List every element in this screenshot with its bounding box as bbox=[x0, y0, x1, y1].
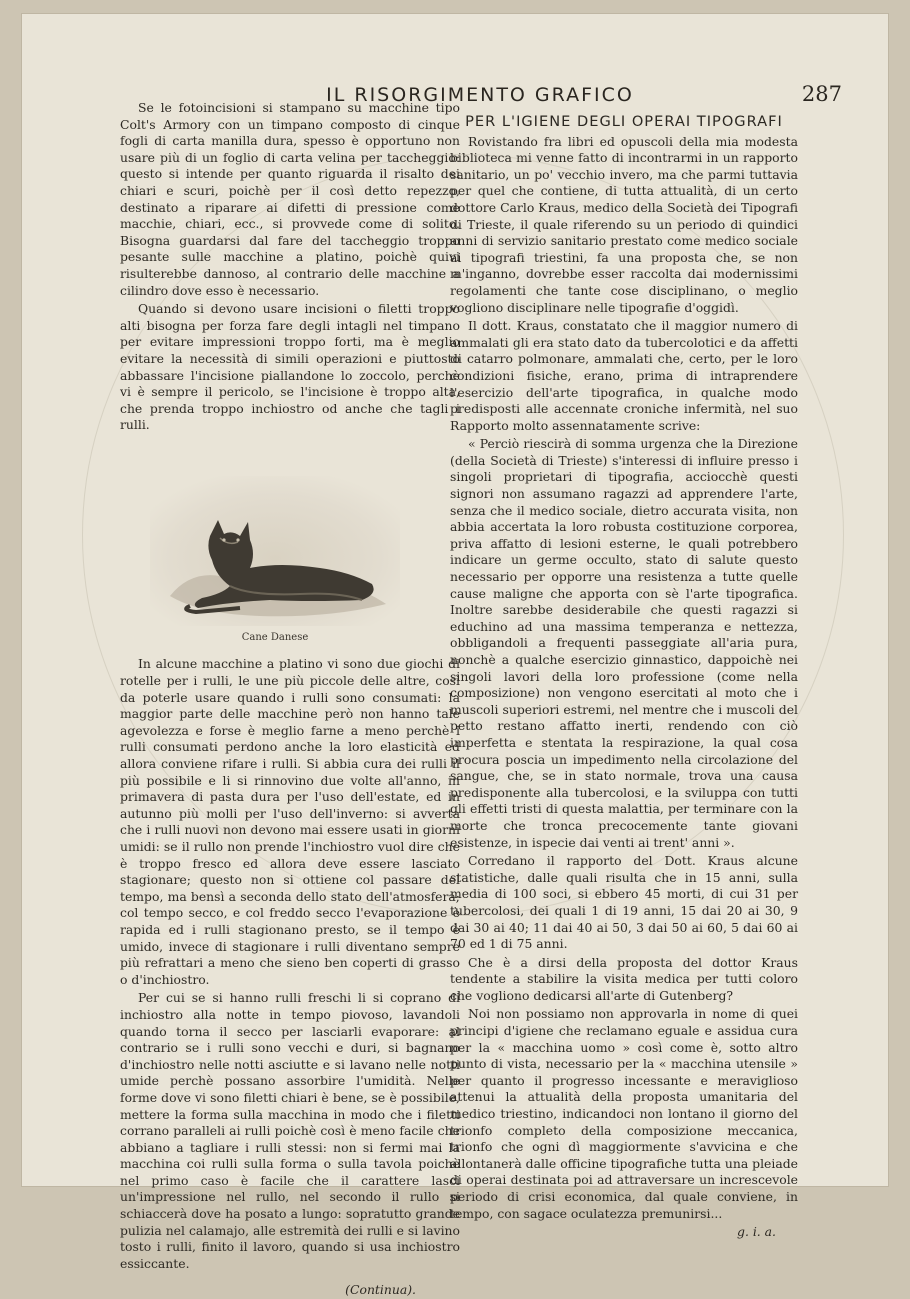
continued-note: (Continua). bbox=[345, 1282, 416, 1298]
figure bbox=[150, 476, 400, 647]
right-column bbox=[450, 114, 798, 1241]
paragraph: In alcune macchine a platino vi sono due giochi di rotelle per i rulli, le une più piccole delle altre, così da poterle usare quando i rulli sono consumati: la maggior parte delle macchine però non hanno tale agevolezza e forse è meglio farne a meno perchè i rulli consumati perdono anche la loro elasticità ed allora conviene rifare i rulli. Si abbia cura dei rulli il più possibile e li si rinnovino due volte all'anno, in primavera di pasta dura per l'uso dell'estate, ed in autunno più molli per l'uso dell'inverno: si avverta che i rulli nuovi non devono mai essere usati in giorni umidi: se il rullo non prende l'inchiostro vuol dire che è troppo fresco ed allora deve essere lasciato stagionare; questo non si ottiene col passare del tempo, ma bensì a seconda dello stato dell'atmosfera; col tempo secco, e col freddo secco l'evaporazione è rapida ed i rulli stagionano presto, se il tempo è umido, invece di stagionare i rulli diventano sempre più refrattari a meno che sieno ben coperti di grasso o d'inchiostro. bbox=[120, 656, 460, 987]
article-title: PER L'IGIENE DEGLI OPERAI TIPOGRAFI bbox=[465, 113, 783, 130]
paragraph: Se le fotoincisioni si stampano su macchine tipo Colt's Armory con un timpano composto di cinque fogli di carta manilla dura, spesso è opportuno non usare più di un foglio di carta velina per taccheggio: questo si intende per quanto riguarda il risalto dei chiari e scuri, poichè per il così detto repezzo, destinato a riparare ai difetti di pressione come macchie, chiari, ecc., si provvede come di solito. Bisogna guardarsi dal fare del taccheggio troppo pesante sulle macchine a platino, poichè quivi risulterebbe dannoso, al contrario delle macchine a cilindro dove esso è necessario. bbox=[120, 100, 460, 298]
author-signature: g. i. a. bbox=[737, 1224, 776, 1240]
left-column bbox=[120, 100, 460, 1299]
page-number: 287 bbox=[801, 82, 842, 106]
paragraph: Quando si devono usare incisioni o filetti troppo alti bisogna per forza fare degli intagli nel timpano per evitare impressioni troppo forti, ma è meglio evitare la necessità di simili operazioni e piuttosto abbassare l'incisione piallandone lo zoccolo, perchè vi è sempre il pericolo, se l'incisione è troppo alta, che prenda troppo inchiostro od anche che tagli i rulli. bbox=[120, 301, 460, 433]
paragraph: « Perciò riescirà di somma urgenza che la Direzione (della Società di Trieste) s'interessi di influire presso i singoli proprietari di tipografia, acciocchè questi signori non assumano ragazzi ad apprendere l'arte, senza che il medico sociale, dietro accurata visita, non abbia accertata la loro robusta costituzione corporea, priva affatto di lesioni esterne, le quali potrebbero indicare un germe occulto, stato di salute questo necessario per opporre una resistenza a tutte quelle cause maligne che apporta con sè l'arte tipografica. Inoltre sarebbe desiderabile che questi ragazzi si educhino ad una massima temperanza e nettezza, obbligandoli a frequenti passeggiate all'aria pura, nonchè a qualche esercizio ginnastico, dappoichè nei singoli lavori della loro professione (come nella composizione) non vengono esercitati al moto che i muscoli superiori estremi, nel mentre che i muscoli del petto restano affatto inerti, rendendo con ciò imperfetta e stentata la respirazione, la qual cosa procura poscia un impedimento nella circolazione del sangue, che, se in stato normale, trova una causa predisponente alla tubercolosi, e la sviluppa con tutti gli effetti tristi di questa malattia, per terminare con la morte che tronca precocemente tante giovani esistenze, in ispecie dai venti ai trent' anni ». bbox=[450, 436, 798, 850]
paragraph: Che è a dirsi della proposta del dottor Kraus tendente a stabilire la visita medica per tutti coloro che vogliono dedicarsi all'arte di Gutenberg? bbox=[450, 954, 798, 1003]
paragraph: Noi non possiamo non approvarla in nome di quei principi d'igiene che reclamano eguale e assidua cura per la « macchina uomo » così come è, sotto altro punto di vista, necessario per la « macchina utensile » per quanto il progresso incessante e meraviglioso attenui la attualità della proposta umanitaria del medico triestino, indicandoci non lontano il giorno del trionfo completo della composizione meccanica, trionfo che ogni dì maggiormente s'avvicina e che allontanerà dalle officine tipografiche tutta una pleiade di operai destinata poi ad attraversare un increscevole periodo di crisi economica, dal quale conviene, in tempo, con sagace oculatezza premunirsi... bbox=[450, 1006, 798, 1221]
paragraph: Per cui se si hanno rulli freschi li si coprano di inchiostro alla notte in tempo piovoso, lavandoli quando torna il secco per lasciarli evaporare: al contrario se i rulli sono vecchi e duri, si bagnano d'inchiostro nelle notti asciutte e si lavano nelle notti umide perchè possano assorbire l'umidità. Nelle forme dove vi sono filetti chiari è bene, se è possibile, mettere la forma sulla macchina in modo che i filetti corrano paralleli ai rulli poichè così è meno facile che abbiano a tagliare i rulli stessi: non si fermi mai la macchina coi rulli sulla forma o sulla tavola poichè nel primo caso è facile che il carattere lasci un'impressione nel rullo, nel secondo il rullo si schiaccerà dove ha posato a lungo: sopratutto grande pulizia nel calamajo, alle estremità dei rulli e si lavino tosto i rulli, finito il lavoro, quando si usa inchiostro essiccante. bbox=[120, 990, 460, 1271]
great-dane-illustration bbox=[150, 476, 400, 626]
paragraph: Il dott. Kraus, constatato che il maggior numero di ammalati gli era stato dato da tubercolotici e da affetti di catarro polmonare, ammalati che, certo, per le loro condizioni fisiche, erano, prima di intraprendere l'esercizio dell'arte tipografica, in qualche modo predisposti alle accennate croniche infermità, nel suo Rapporto molto assennatamente scrive: bbox=[450, 318, 798, 433]
figure-caption: Cane Danese bbox=[241, 631, 309, 643]
running-title: IL RISORGIMENTO GRAFICO bbox=[326, 84, 634, 106]
paragraph: Rovistando fra libri ed opuscoli della mia modesta biblioteca mi venne fatto di incontrarmi in un rapporto sanitario, un po' vecchio invero, ma che parmi tuttavia per quel che contiene, di tutta attualità, di un certo dottore Carlo Kraus, medico della Società dei Tipografi di Trieste, il quale riferendo su un periodo di quindici anni di servizio sanitario prestato come medico sociale ai tipografi triestini, fa una proposta che, se non m'inganno, dovrebbe esser raccolta dai modernissimi regolamenti che tante cose disciplinano, o meglio vogliono disciplinare nelle tipografie d'oggidì. bbox=[450, 133, 798, 315]
paragraph: Corredano il rapporto del Dott. Kraus alcune statistiche, dalle quali risulta che in 15 anni, sulla media di 100 soci, si ebbero 45 morti, di cui 31 per tubercolosi, dei quali 1 di 19 anni, 15 dai 20 ai 30, 9 dai 30 ai 40; 11 dai 40 ai 50, 3 dai 50 ai 60, 5 dai 60 ai 70 ed 1 di 75 anni. bbox=[450, 853, 798, 952]
